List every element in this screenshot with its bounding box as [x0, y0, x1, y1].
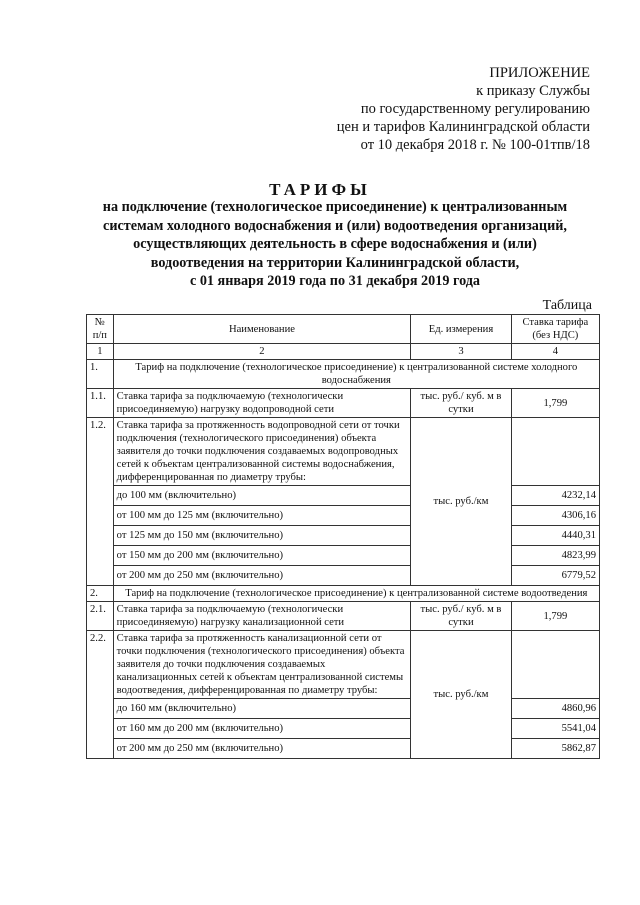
appendix-line: от 10 декабря 2018 г. № 100-01тпв/18 — [360, 137, 590, 153]
row-name: Ставка тарифа за подключаемую (технологически присоединяемую) нагрузку канализационной сети — [113, 602, 411, 631]
header-rate: Ставка тарифа (без НДС) — [511, 315, 599, 344]
document-subtitle — [70, 198, 600, 291]
row-num: 2.1. — [87, 602, 114, 631]
row-name: Ставка тарифа за протяженность канализационной сети от точки подключения (технологического присоединения) объекта заявителя до точки подключения создаваемых канализационных сетей к объектам централизованной системы водоотведения, дифференцированная по диаметру трубы: — [113, 631, 411, 699]
table-row — [87, 719, 600, 739]
diameter-label: от 100 мм до 125 мм (включительно) — [113, 506, 411, 526]
appendix-line: по государственному регулированию — [360, 101, 590, 117]
row-rate-empty — [511, 631, 599, 699]
row-unit: тыс. руб./ куб. м в сутки — [411, 602, 512, 631]
diameter-label: до 160 мм (включительно) — [113, 699, 411, 719]
table-label: Таблица — [542, 298, 592, 313]
col-number: 3 — [411, 344, 512, 360]
table-row — [87, 526, 600, 546]
col-number: 4 — [511, 344, 599, 360]
diameter-rate: 5541,04 — [511, 719, 599, 739]
section-num: 2. — [87, 586, 114, 602]
row-unit: тыс. руб./км — [411, 631, 512, 759]
diameter-label: от 200 мм до 250 мм (включительно) — [113, 566, 411, 586]
row-num: 1.2. — [87, 418, 114, 586]
table-header-row — [87, 315, 600, 344]
row-name: Ставка тарифа за протяженность водопроводной сети от точки подключения (технологического присоединения) объекта заявителя до точки подключения создаваемых водопроводных сетей к объектам централизованной системы водоснабжения, дифференцированная по диаметру трубы: — [113, 418, 411, 486]
diameter-label: от 160 мм до 200 мм (включительно) — [113, 719, 411, 739]
subtitle-line: водоотведения на территории Калининградской области, — [150, 254, 520, 271]
appendix-line: цен и тарифов Калининградской области — [336, 119, 590, 135]
appendix-line: ПРИЛОЖЕНИЕ — [489, 65, 590, 81]
diameter-label: до 100 мм (включительно) — [113, 486, 411, 506]
table-row — [87, 566, 600, 586]
diameter-rate: 5862,87 — [511, 739, 599, 759]
diameter-rate: 4860,96 — [511, 699, 599, 719]
appendix-line: к приказу Службы — [476, 83, 590, 99]
table-row — [87, 602, 600, 631]
header-unit: Ед. измерения — [411, 315, 512, 344]
diameter-label: от 150 мм до 200 мм (включительно) — [113, 546, 411, 566]
table-row — [87, 418, 600, 486]
table-row — [87, 486, 600, 506]
col-number: 1 — [87, 344, 114, 360]
table-row — [87, 739, 600, 759]
diameter-label: от 200 мм до 250 мм (включительно) — [113, 739, 411, 759]
header-num: № п/п — [87, 315, 114, 344]
subtitle-line: с 01 января 2019 года по 31 декабря 2019 года — [189, 273, 481, 289]
column-number-row — [87, 344, 600, 360]
section-title: Тариф на подключение (технологическое присоединение) к централизованной системе водоотведения — [113, 586, 599, 602]
document-title: ТАРИФЫ — [269, 180, 371, 199]
appendix-block — [290, 64, 590, 154]
diameter-rate: 4440,31 — [511, 526, 599, 546]
row-rate-empty — [511, 418, 599, 486]
header-name: Наименование — [113, 315, 411, 344]
row-name: Ставка тарифа за подключаемую (технологически присоединяемую) нагрузку водопроводной сети — [113, 389, 411, 418]
row-num: 2.2. — [87, 631, 114, 759]
subtitle-line: системам холодного водоснабжения и (или) водоотведения организаций, — [103, 217, 567, 234]
subtitle-line: на подключение (технологическое присоединение) к централизованным — [102, 199, 568, 215]
row-rate: 1,799 — [511, 389, 599, 418]
row-rate: 1,799 — [511, 602, 599, 631]
row-num: 1.1. — [87, 389, 114, 418]
diameter-rate: 4306,16 — [511, 506, 599, 526]
subtitle-line: осуществляющих деятельность в сфере водоснабжения и (или) — [133, 236, 537, 252]
table-row — [87, 506, 600, 526]
tariff-table — [86, 314, 600, 759]
diameter-label: от 125 мм до 150 мм (включительно) — [113, 526, 411, 546]
diameter-rate: 4232,14 — [511, 486, 599, 506]
col-number: 2 — [113, 344, 411, 360]
diameter-rate: 4823,99 — [511, 546, 599, 566]
section-row — [87, 586, 600, 602]
section-num: 1. — [87, 360, 114, 389]
table-row — [87, 699, 600, 719]
section-row — [87, 360, 600, 389]
section-title: Тариф на подключение (технологическое присоединение) к централизованной системе холодного водоснабжения — [113, 360, 599, 389]
table-row — [87, 631, 600, 699]
diameter-rate: 6779,52 — [511, 566, 599, 586]
table-row — [87, 546, 600, 566]
table-row — [87, 389, 600, 418]
row-unit: тыс. руб./ куб. м в сутки — [411, 389, 512, 418]
row-unit: тыс. руб./км — [411, 418, 512, 586]
